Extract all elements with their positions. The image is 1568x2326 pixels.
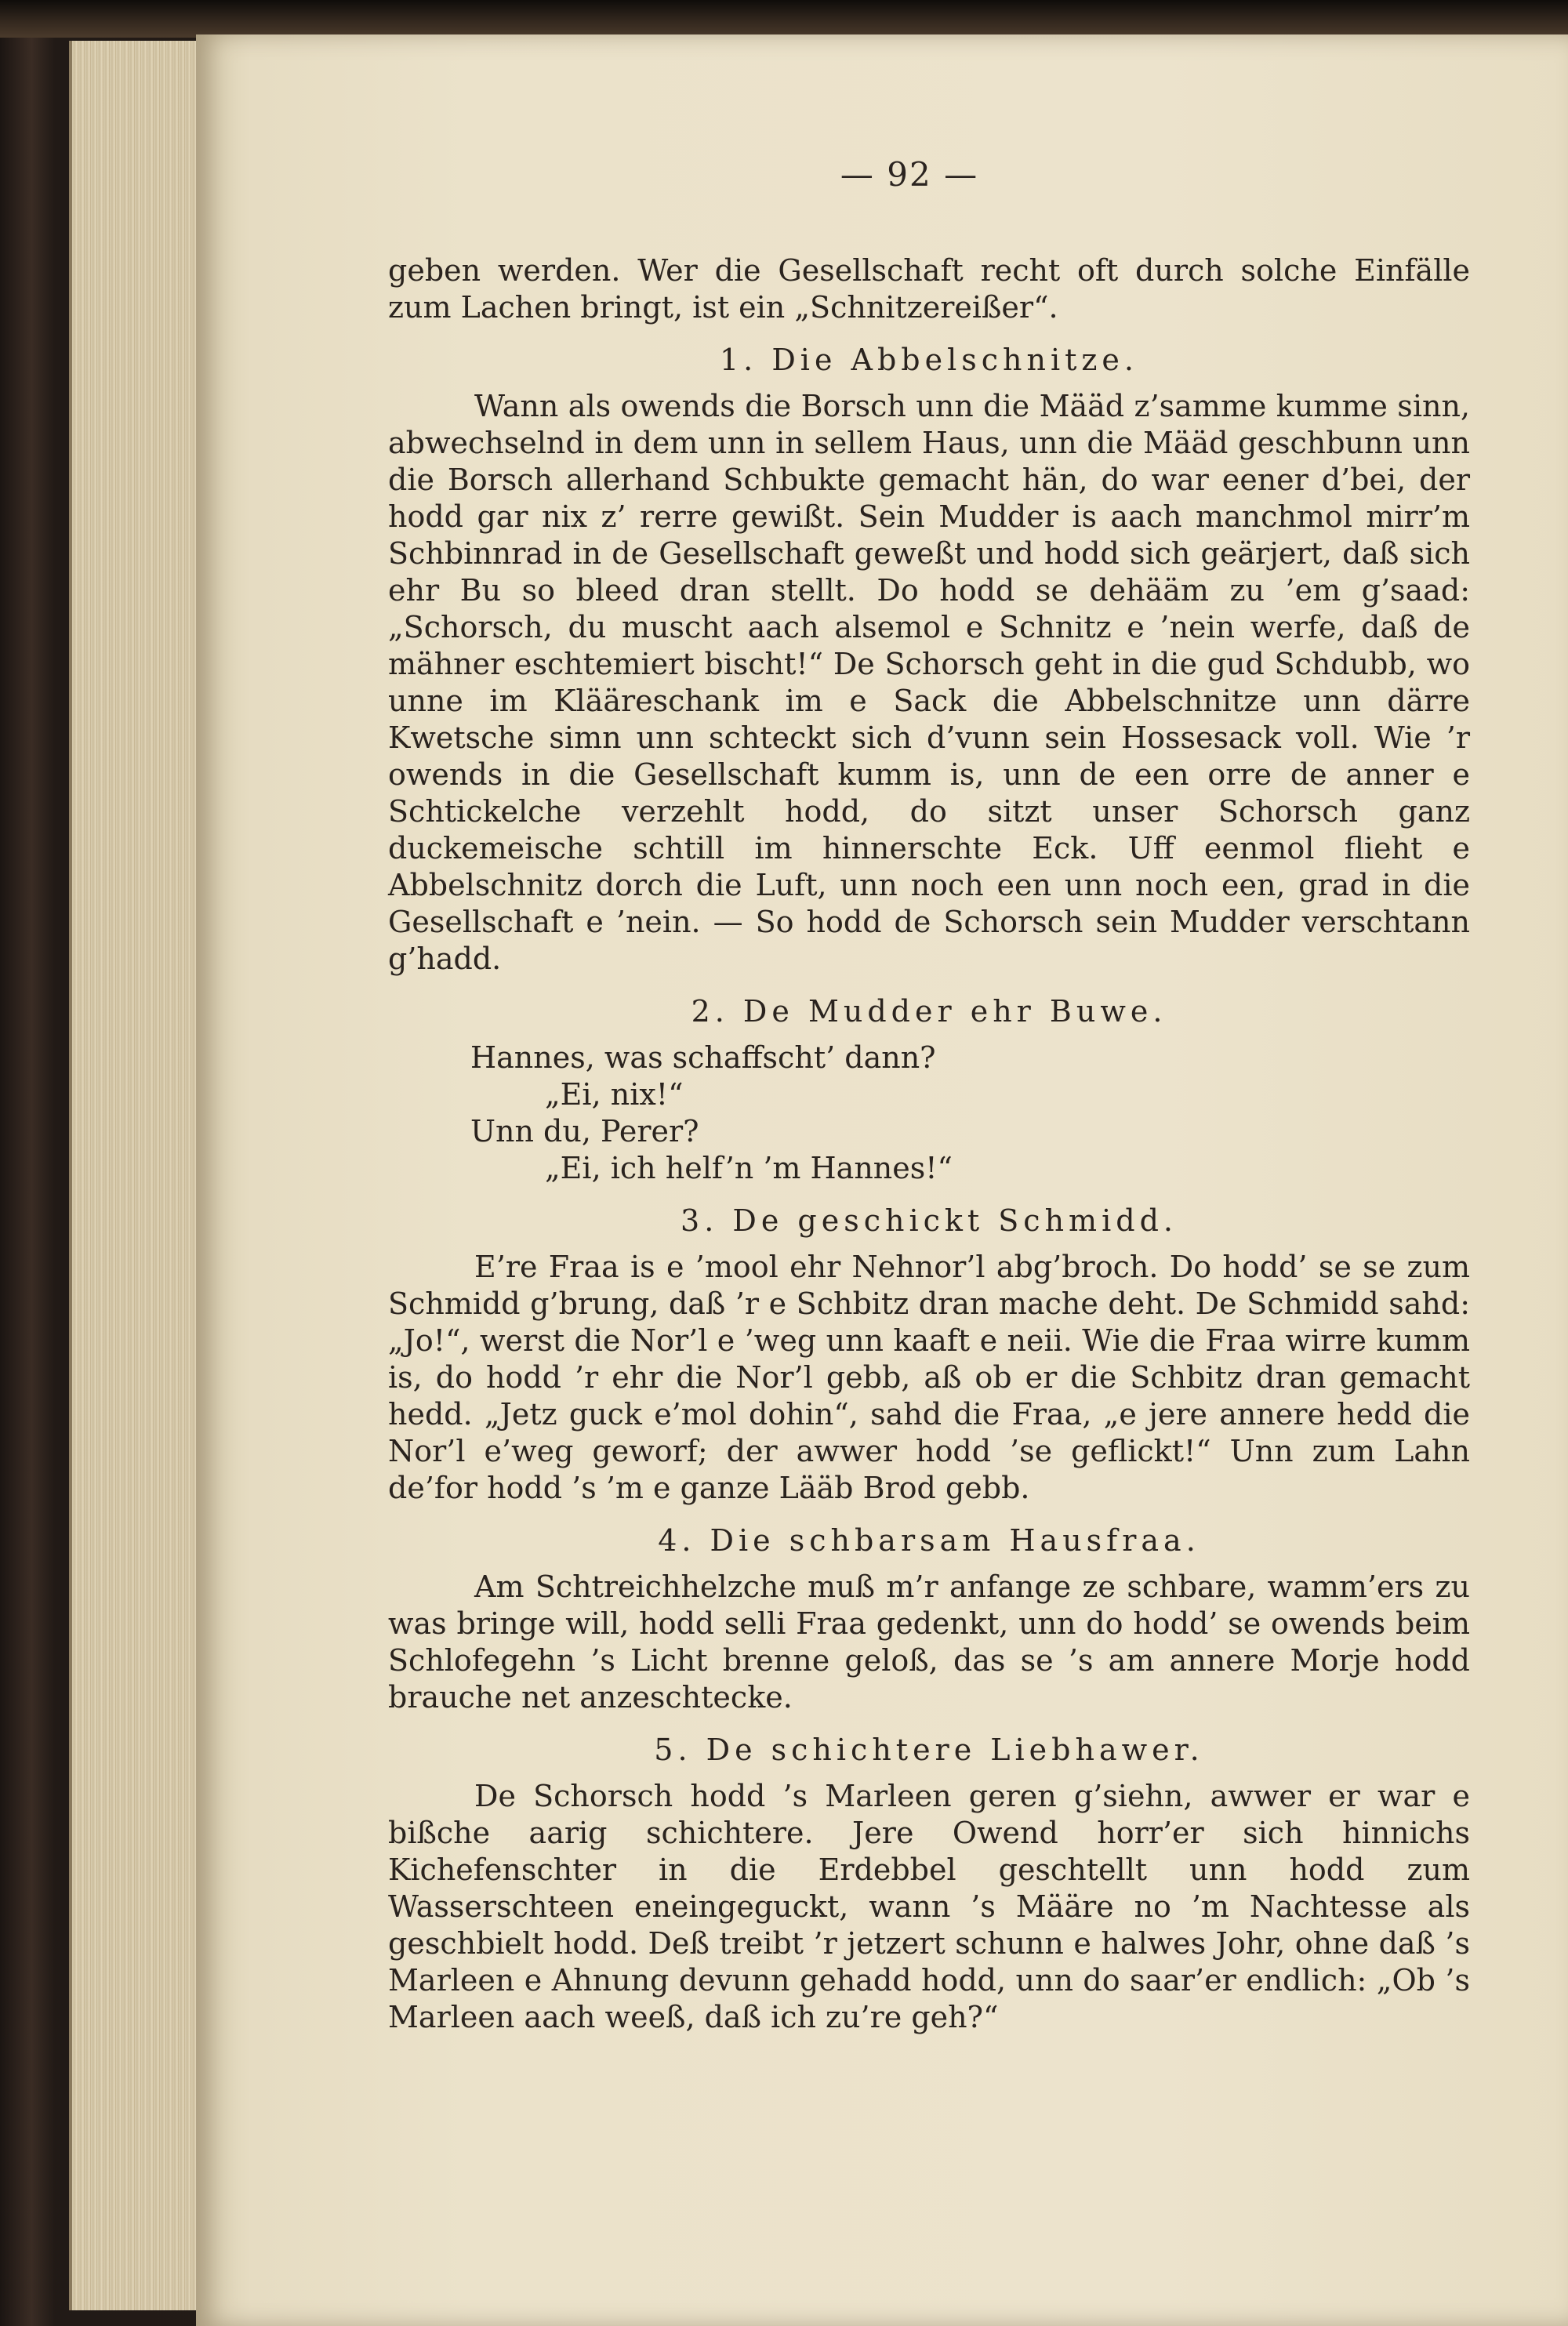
section-heading-2: 2. De Mudder ehr Buwe. bbox=[691, 994, 1167, 1029]
section-heading-4: 4. Die schbarsam Hausfraa. bbox=[658, 1523, 1200, 1558]
page-number: — 92 — bbox=[840, 155, 979, 194]
page-edges bbox=[69, 41, 205, 2310]
section-3-paragraph: E’re Fraa is e ’mool ehr Nehnor’l abg’broch. Do hodd’ se se zum Schmidd g’brung, daß ’r e Schbitz dran mache deht. De Schmidd sahd: „Jo!“, werst die Nor’l e ’weg unn kaaft e neii. Wie die Fraa wirre kumm is, do hodd ’r ehr die Nor’l gebb, aß ob er die Schbitz dran gemacht hedd. „Jetz guck e’mol dohin“, sahd die Fraa, „e jere annere hedd die Nor’l e’weg geworf; der awwer hodd ’se geflickt!“ Unn zum Lahn de’for hodd ’s ’m e ganze Lääb Brod gebb. bbox=[388, 1250, 1470, 1505]
dialogue-reply: „Ei, ich helf’n ’m Hannes!“ bbox=[545, 1151, 953, 1185]
section-5-paragraph: De Schorsch hodd ’s Marleen geren g’siehn, awwer er war e bißche aarig schichtere. Jere Owend horr’er sich hinnichs Kichefenschter in die Erdebbel geschtellt unn hodd zum Wasserschteen eneingeguckt, wann ’s Määre no ’m Nachtesse als geschbielt hodd. Deß treibt ’r jetzert schunn e halwes Johr, ohne daß ’s Marleen e Ahnung devunn gehadd hodd, unn do saar’er endlich: „Ob ’s Marleen aach weeß, daß ich zu’re geh?“ bbox=[388, 1779, 1470, 2034]
section-heading-1: 1. Die Abbelschnitze. bbox=[720, 343, 1138, 377]
dialogue-line: Hannes, was schaffscht’ dann? bbox=[470, 1040, 936, 1075]
section-heading-3: 3. De geschickt Schmidd. bbox=[681, 1203, 1178, 1238]
section-1-paragraph: Wann als owends die Borsch unn die Määd z’samme kumme sinn, abwechselnd in dem unn in sellem Haus, unn die Määd geschbunn unn die Borsch allerhand Schbukte gemacht hän, do war eener d’bei, der hodd gar nix z’ rerre gewißt. Sein Mudder is aach manchmol mirr’m Schbinnrad in de Gesellschaft geweßt und hodd sich geärjert, daß sich ehr Bu so bleed dran stellt. Do hodd se dehääm zu ’em g’saad: „Schorsch, du muscht aach alsemol e Schnitz e ’nein werfe, daß de mähner eschtemiert bischt!“ De Schorsch geht in die gud Schdubb, wo unne im Klääreschank im e Sack die Abbelschnitze unn därre Kwetsche simn unn schteckt sich d’vunn sein Hossesack voll. Wie ’r owends in die Gesellschaft kumm is, unn de een orre de anner e Schtickelche verzehlt hodd, do sitzt unser Schorsch ganz duckemeische schtill im hinnerschte Eck. Uff eenmol flieht e Abbelschnitz dorch die Luft, unn noch een unn noch een, grad in die Gesellschaft e ’nein. — So hodd de Schorsch sein Mudder verschtann g’hadd. bbox=[388, 389, 1470, 976]
intro-paragraph: geben werden. Wer die Gesellschaft recht oft durch solche Einfälle zum Lachen bringt, ist ein „Schnitzereißer“. bbox=[388, 253, 1470, 325]
book-binding-top bbox=[0, 0, 1568, 38]
page-text bbox=[388, 252, 1470, 2036]
dialogue-line: Unn du, Perer? bbox=[470, 1114, 699, 1148]
section-4-paragraph: Am Schtreichhelzche muß m’r anfange ze schbare, wamm’ers zu was bringe will, hodd selli Fraa gedenkt, unn do hodd’ se owends beim Schlofegehn ’s Licht brenne geloß, das se ’s am annere Morje hodd brauche net anzeschtecke. bbox=[388, 1569, 1470, 1715]
section-heading-5: 5. De schichtere Liebhawer. bbox=[654, 1733, 1204, 1767]
dialogue-reply: „Ei, nix!“ bbox=[545, 1077, 684, 1112]
